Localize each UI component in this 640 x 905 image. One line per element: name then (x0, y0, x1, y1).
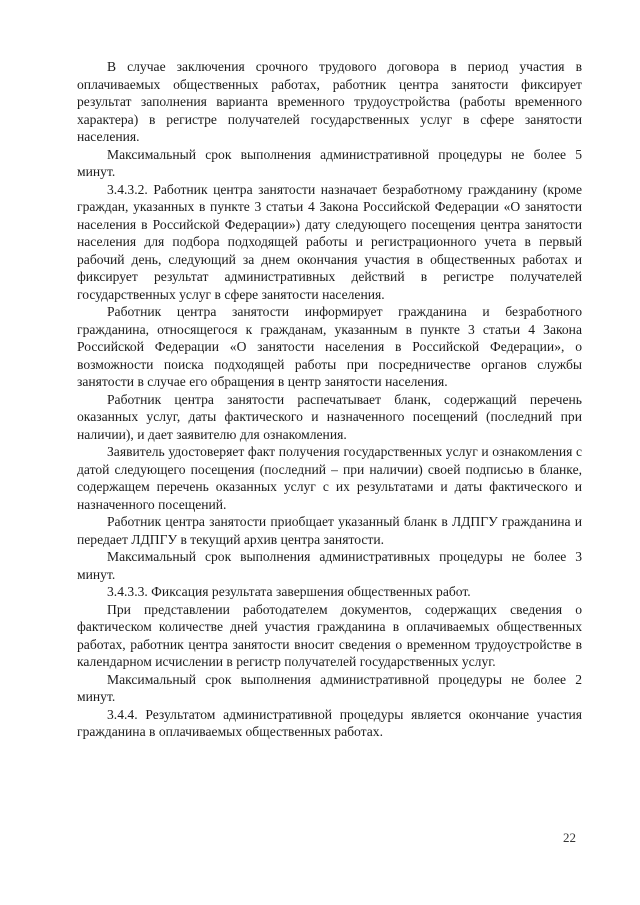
paragraph: 3.4.4. Результатом административной процедуры является окончание участия гражданина в оплачиваемых общественных работах. (77, 706, 582, 739)
paragraph: Работник центра занятости приобщает указанный бланк в ЛДПГУ гражданина и передает ЛДПГУ в текущий архив центра занятости. (77, 514, 582, 547)
paragraph: При представлении работодателем документов, содержащих сведения о фактическом количестве дней участия гражданина в оплачиваемых общественных работах, работник центра занятости вносит сведения о временном трудоустройстве в календарном исчислении в регистр получателей государственных услуг. (77, 601, 582, 669)
document-body (77, 58, 582, 741)
paragraph: Максимальный срок выполнения административных процедуры не более 3 минут. (77, 549, 582, 582)
paragraph: Заявитель удостоверяет факт получения государственных услуг и ознакомления с датой следующего посещения (последний – при наличии) своей подписью в бланке, содержащем перечень оказанных услуг с их результатами и даты фактического и назначенного посещений. (77, 444, 582, 512)
paragraph: 3.4.3.2. Работник центра занятости назначает безработному гражданину (кроме граждан, указанных в пункте 3 статьи 4 Закона Российской Федерации «О занятости населения в Российской Федерации») дату следующего посещения центра занятости населения для подбора подходящей работы и регистрационного учета в первый рабочий день, следующий за днем окончания участия в общественных работах и фиксирует результат административных действий в регистре получателей государственных услуг в сфере занятости населения. (77, 181, 582, 302)
page-number: 22 (563, 830, 576, 845)
paragraph: Максимальный срок выполнения административной процедуры не более 2 минут. (77, 671, 582, 704)
paragraph: В случае заключения срочного трудового договора в период участия в оплачиваемых общественных работах, работник центра занятости фиксирует результат заполнения варианта временного трудоустройства (работы временного характера) в регистре получателей государственных услуг в сфере занятости населения. (77, 59, 582, 144)
section-heading: 3.4.3.3. Фиксация результата завершения общественных работ. (107, 584, 471, 599)
paragraph: Работник центра занятости распечатывает бланк, содержащий перечень оказанных услуг, даты фактического и назначенного посещений (последний при наличии), и дает заявителю для ознакомления. (77, 391, 582, 442)
paragraph: Максимальный срок выполнения административной процедуры не более 5 минут. (77, 146, 582, 179)
paragraph: Работник центра занятости информирует гражданина и безработного гражданина, относящегося к гражданам, указанным в пункте 3 статьи 4 Закона Российской Федерации «О занятости населения в Российской Федерации», о возможности поиска подходящей работы при посредничестве органов службы занятости в случае его обращения в центр занятости населения. (77, 304, 582, 389)
